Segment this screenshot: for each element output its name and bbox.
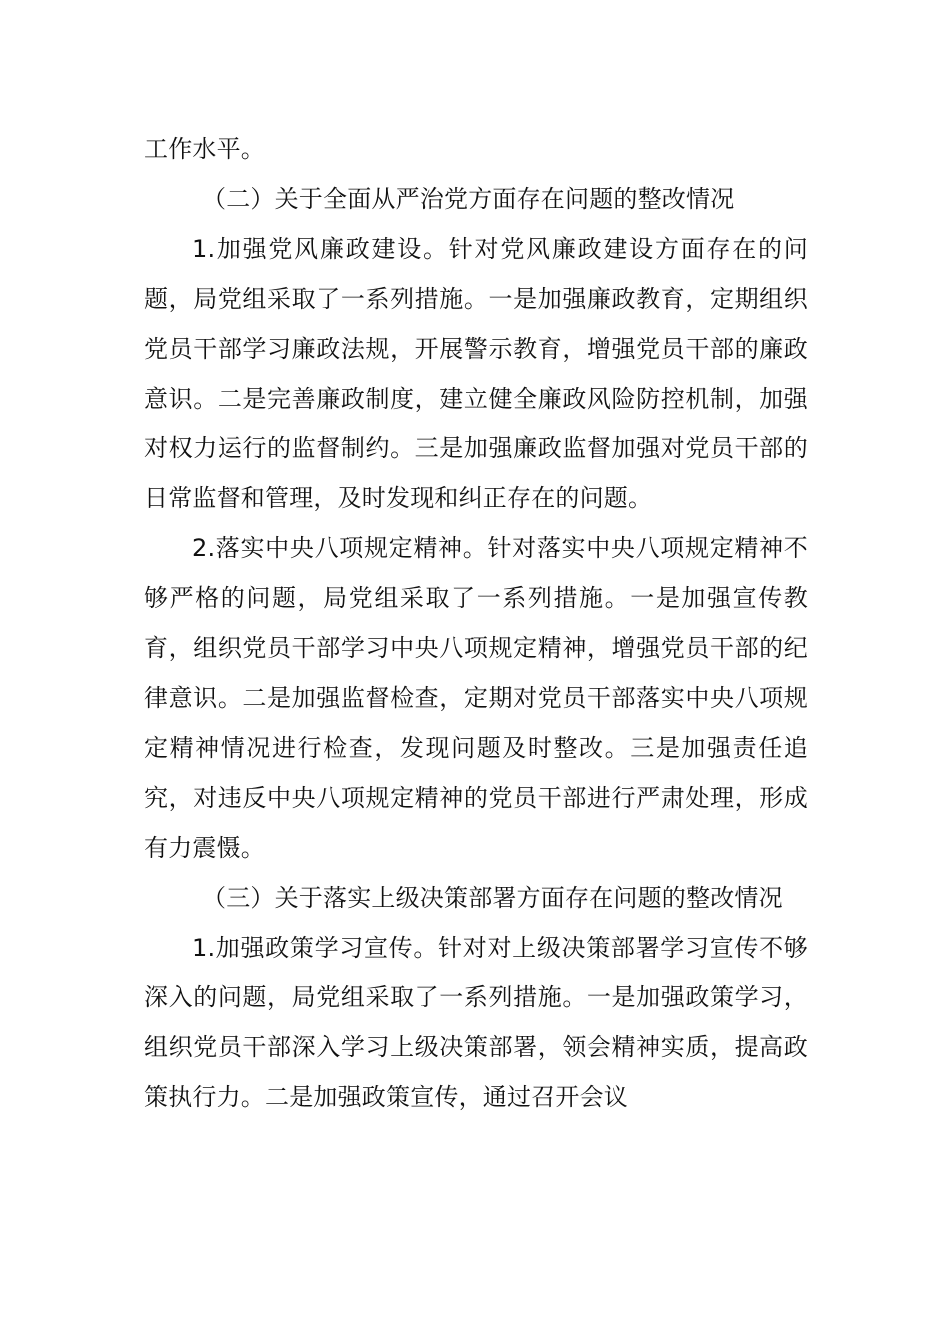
- paragraph-eight-regulations: 2.落实中央八项规定精神。针对落实中央八项规定精神不够严格的问题，局党组采取了一系列措施。一是加强宣传教育，组织党员干部学习中央八项规定精神，增强党员干部的纪律意识。二是加强监督检查，定期对党员干部落实中央八项规定精神情况进行检查，发现问题及时整改。三是加强责任追究，对违反中央八项规定精神的党员干部进行严肃处理，形成有力震慑。: [144, 534, 808, 862]
- section-heading-three: （三）关于落实上级决策部署方面存在问题的整改情况: [202, 883, 783, 912]
- paragraph-continuation: 工作水平。: [144, 135, 265, 163]
- paragraph-party-conduct: 1.加强党风廉政建设。针对党风廉政建设方面存在的问题，局党组采取了一系列措施。一是加强廉政教育，定期组织党员干部学习廉政法规，开展警示教育，增强党员干部的廉政意识。二是完善廉政制度，建立健全廉政风险防控机制，加强对权力运行的监督制约。三是加强廉政监督加强对党员干部的日常监督和管理，及时发现和纠正存在的问题。: [144, 234, 808, 513]
- paragraph-policy-study: 1.加强政策学习宣传。针对对上级决策部署学习宣传不够深入的问题，局党组采取了一系列措施。一是加强政策学习，组织党员干部深入学习上级决策部署，领会精神实质，提高政策执行力。二是加强政策宣传，通过召开会议: [144, 933, 808, 1112]
- section-heading-two: （二）关于全面从严治党方面存在问题的整改情况: [202, 184, 735, 213]
- document-body: [144, 125, 808, 1123]
